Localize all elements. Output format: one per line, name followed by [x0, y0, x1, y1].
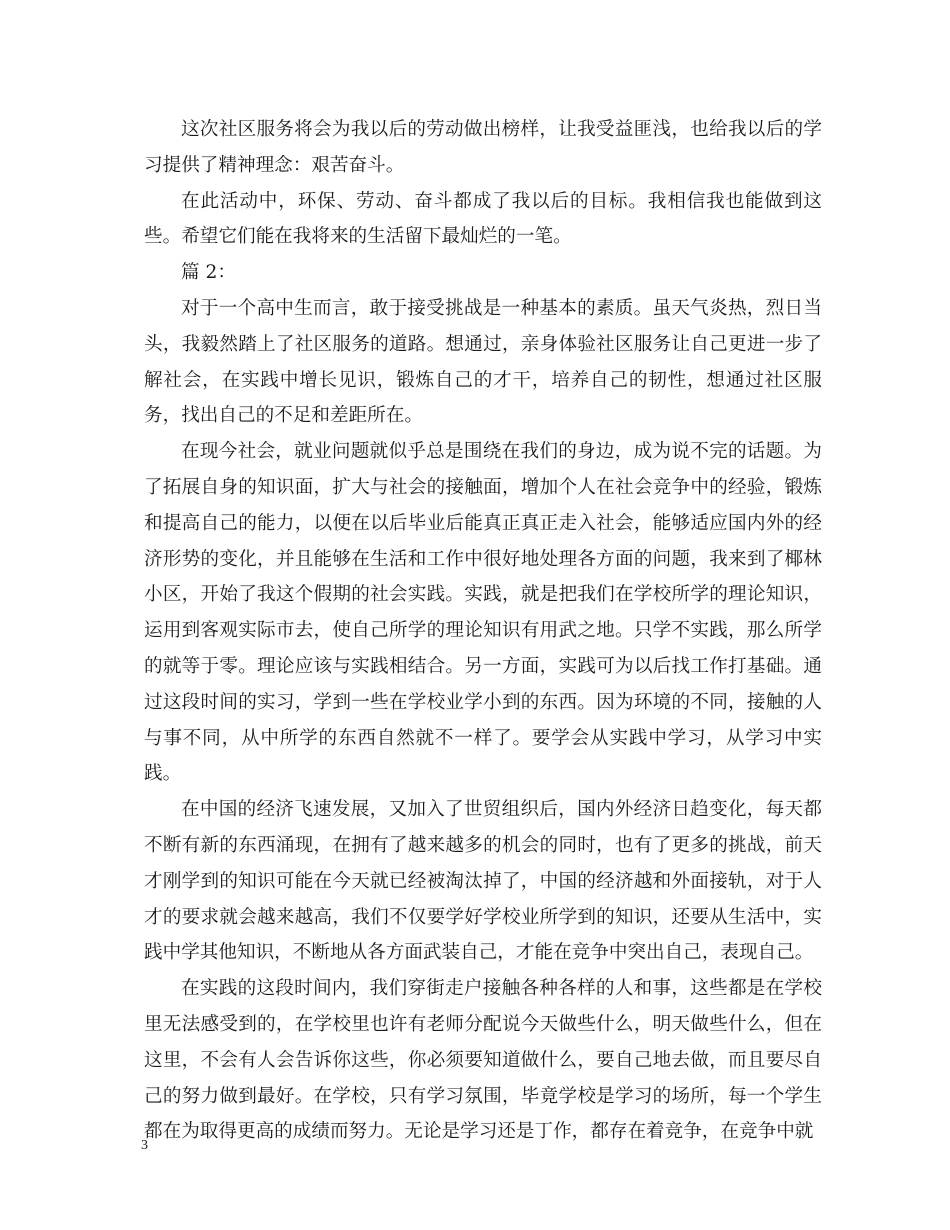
- paragraph: 对于一个高中生而言，敢于接受挑战是一种基本的素质。虽天气炎热，烈日当头，我毅然踏上了社区服务的道路。想通过，亲身体验社区服务让自己更进一步了解社会，在实践中增长见识，锻炼自己的才干，培养自己的韧性，想通过社区服务，找出自己的不足和差距所在。: [144, 297, 822, 427]
- document-page: [144, 112, 822, 1150]
- paragraph: 在此活动中，环保、劳动、奋斗都成了我以后的目标。我相信我也能做到这些。希望它们能在我将来的生活留下最灿烂的一笔。: [144, 190, 822, 248]
- paragraph: 在现今社会，就业问题就似乎总是围绕在我们的身边，成为说不完的话题。为了拓展自身的知识面，扩大与社会的接触面，增加个人在社会竞争中的经验，锻炼和提高自己的能力，以便在以后毕业后能真正真正走入社会，能够适应国内外的经济形势的变化，并且能够在生活和工作中很好地处理各方面的问题，我来到了椰林小区，开始了我这个假期的社会实践。实践，就是把我们在学校所学的理论知识，运用到客观实际市去，使自己所学的理论知识有用武之地。只学不实践，那么所学的就等于零。理论应该与实践相结合。另一方面，实践可为以后找工作打基础。通过这段时间的实习，学到一些在学校业学小到的东西。因为环境的不同，接触的人与事不同，从中所学的东西自然就不一样了。要学会从实践中学习，从学习中实践。: [144, 441, 822, 785]
- paragraph: 这次社区服务将会为我以后的劳动做出榜样，让我受益匪浅，也给我以后的学习提供了精神理念：艰苦奋斗。: [144, 119, 822, 176]
- paragraph: 在实践的这段时间内，我们穿街走户接触各种各样的人和事，这些都是在学校里无法感受到的，在学校里也许有老师分配说今天做些什么，明天做些什么，但在这里，不会有人会告诉你这些，你必须要知道做什么，要自己地去做，而且要尽自己的努力做到最好。在学校，只有学习氛围，毕竟学校是学习的场所，每一个学生都在为取得更高的成绩而努力。无论是学习还是丁作，都存在着竞争，在竞争中就: [144, 978, 822, 1143]
- paragraph: 在中国的经济飞速发展，又加入了世贸组织后，国内外经济日趋变化，每天都不断有新的东西涌现，在拥有了越来越多的机会的同时，也有了更多的挑战，前天才刚学到的知识可能在今天就已经被淘汰掉了，中国的经济越和外面接轨，对于人才的要求就会越来越高，我们不仅要学好学校业所学到的知识，还要从生活中，实践中学其他知识，不断地从各方面武装自己，才能在竞争中突出自己，表现自己。: [144, 799, 822, 964]
- section-heading: 篇 2：: [181, 262, 236, 284]
- page-number: 3: [141, 1138, 148, 1153]
